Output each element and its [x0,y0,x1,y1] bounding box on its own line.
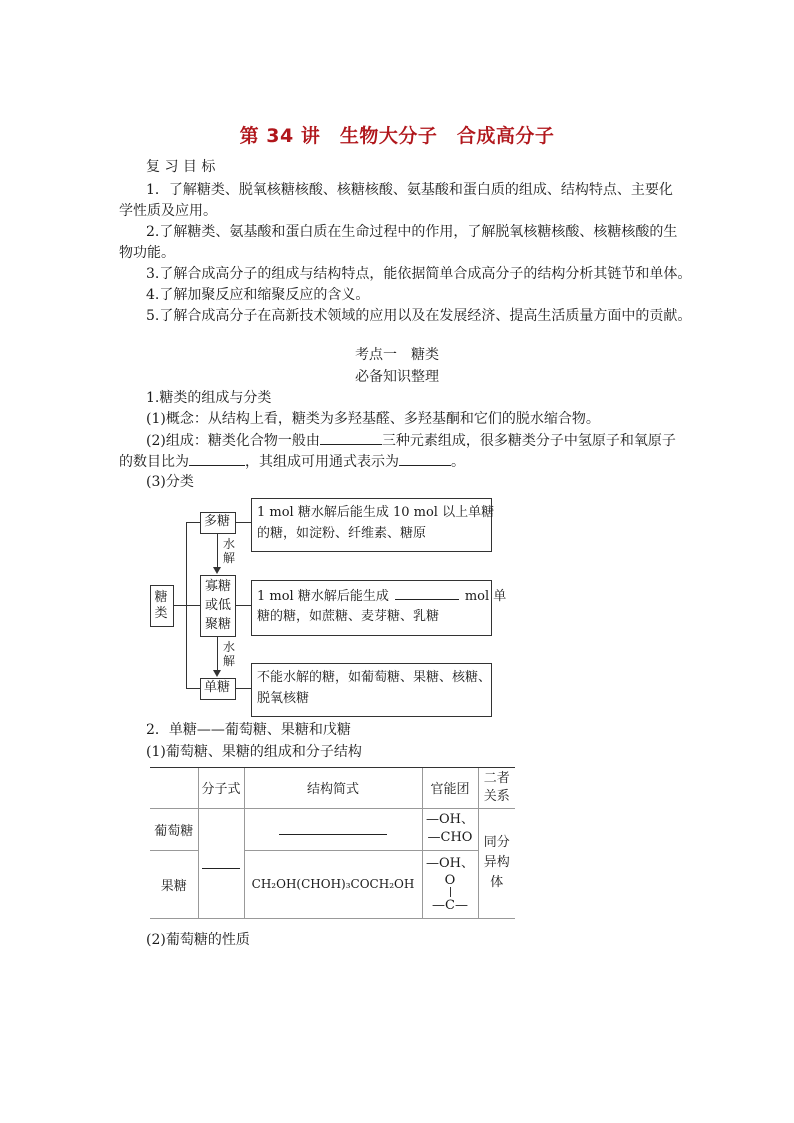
review-item-5: 5.了解合成高分子在高新技术领域的应用以及在发展经济、提高生活质量方面中的贡献。 [146,308,692,324]
arrowhead-1 [213,567,221,574]
header-blank [150,768,198,808]
hydrolysis-label-1: 水解 [222,537,235,565]
answer-blank-formula[interactable] [399,451,451,466]
arrowhead-2 [213,670,221,677]
section-heading: 考点一 糖类 [355,347,439,363]
s1-composition-line1 [146,430,676,452]
table-row-glucose [150,808,515,850]
header-structure: 结构简式 [244,768,422,808]
hydrolysis-arrow-1 [217,533,218,568]
mono-desc-2: 脱氧核糖 [257,691,310,706]
s1-classify: (3)分类 [146,474,194,490]
oligo-desc-2: 糖的糖，如蔗糖、麦芽糖、乳糖 [257,609,440,624]
answer-blank-oligo[interactable] [395,585,459,600]
mono-desc-1: 不能水解的糖，如葡萄糖、果糖、核糖、 [257,670,492,685]
glucose-structure-cell [244,808,422,850]
s1-comp-d: ，其组成可用通式表示为 [245,454,399,470]
glucose-group-1: —OH、 [426,812,474,827]
oligo-link [235,605,251,606]
answer-blank-formula-cell[interactable] [202,854,240,869]
poly-desc-1: 1 mol 糖水解后能生成 10 mol 以上单糖 [257,505,495,520]
s1-composition-line2 [119,451,465,473]
header-formula: 分子式 [198,768,244,808]
oligo-desc-1b: mol 单 [464,589,507,604]
poly-desc-2: 的糖，如淀粉、纤维素、糖原 [257,526,427,541]
s2-heading: 2．单糖——葡萄糖、果糖和戊糖 [146,722,351,738]
fructose-group-1: —OH、 [426,855,474,871]
s1-comp-e: 。 [451,454,465,470]
root-label: 糖类 [154,590,168,621]
s1-comp-b: 三种元素组成，很多糖类分子中氢原子和氧原子 [381,433,676,449]
header-functional-group: 官能团 [422,768,478,808]
review-heading: 复 习 目 标 [146,159,216,175]
formula-cell [198,808,244,918]
review-item-3: 3.了解合成高分子的组成与结构特点，能依据简单合成高分子的结构分析其链节和单体。 [146,266,692,282]
fructose-group-c: —C— [432,897,468,913]
relation-cell [478,808,515,918]
hydrolysis-arrow-2 [217,636,218,671]
answer-blank-elements[interactable] [320,430,382,445]
s2-sub2: (2)葡萄糖的性质 [146,932,250,948]
header-relation [478,768,515,808]
review-item-2-cont: 物功能。 [119,245,175,261]
root-connector [173,605,187,606]
glucose-groups-cell [422,808,478,850]
hydrolysis-label-2: 水解 [222,640,235,668]
fructose-group-o: O [444,872,456,888]
s1-comp-a: (2)组成：糖类化合物一般由 [146,433,320,449]
fructose-groups-cell [422,850,478,918]
answer-blank-glucose-structure[interactable] [279,820,387,835]
branch-oligo [186,605,200,606]
s1-comp-c: 的数目比为 [119,454,189,470]
sugar-structure-table [150,768,515,919]
s2-sub1: (1)葡萄糖、果糖的组成和分子结构 [146,744,362,760]
mono-label: 单糖 [204,680,231,695]
oligo-desc-1 [257,585,506,607]
oligo-desc-1a: 1 mol 糖水解后能生成 [257,589,389,604]
oligo-label: 寡糖或低聚糖 [204,579,231,632]
answer-blank-ratio[interactable] [189,451,245,466]
review-item-2: 2.了解糖类、氨基酸和蛋白质在生命过程中的作用，了解脱氧核糖核酸、核糖核酸的生 [146,224,678,240]
review-item-1-cont: 学性质及应用。 [119,203,217,219]
glucose-group-2: —CHO [427,830,473,845]
poly-label: 多糖 [204,514,231,529]
branch-mono [186,688,200,689]
s1-concept: (1)概念：从结构上看，糖类为多羟基醛、多羟基酮和它们的脱水缩合物。 [146,411,600,427]
page-title: 第 34 讲 生物大分子 合成高分子 [239,125,555,147]
header-relation-text: 二者关系 [483,770,510,804]
branch-poly [186,522,200,523]
review-item-1: 1．了解糖类、脱氧核糖核酸、核糖核酸、氨基酸和蛋白质的组成、结构特点、主要化 [146,182,673,198]
section-subheading: 必备知识整理 [355,369,439,385]
review-item-4: 4.了解加聚反应和缩聚反应的含义。 [146,287,370,303]
fructose-structure-cell: CH₂OH(CHOH)₃COCH₂OH [244,850,422,918]
row-glucose-name: 葡萄糖 [150,808,198,850]
row-fructose-name: 果糖 [150,850,198,918]
relation-text: 同分异构体 [483,835,510,890]
mono-link [235,688,251,689]
table-header-row [150,768,515,808]
poly-link [235,522,251,523]
s1-heading: 1.糖类的组成与分类 [146,390,272,406]
